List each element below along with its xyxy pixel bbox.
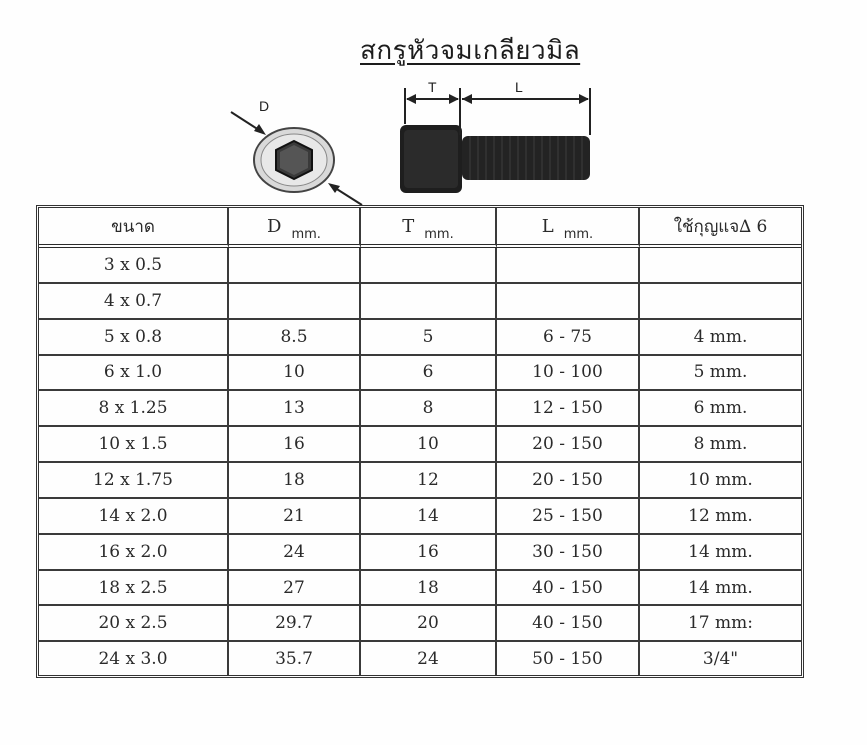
cell-l: 20 - 150 <box>497 427 640 463</box>
t-label: T <box>428 79 437 95</box>
cell-l: 25 - 150 <box>497 499 640 535</box>
cell-size: 5 x 0.8 <box>39 320 229 356</box>
cell-l: 6 - 75 <box>497 320 640 356</box>
table-row <box>39 391 801 427</box>
l-label: L <box>515 79 523 95</box>
header-size <box>39 208 229 248</box>
cell-wrench: 5 mm. <box>640 356 801 392</box>
cell-l: 20 - 150 <box>497 463 640 499</box>
table-row <box>39 642 801 675</box>
cell-l <box>497 284 640 320</box>
cell-d: 29.7 <box>229 606 361 642</box>
cell-t: 16 <box>361 535 497 571</box>
page-title: สกรูหัวจมเกลียวมิล <box>360 36 581 66</box>
cell-d: 24 <box>229 535 361 571</box>
header-wrench <box>640 208 801 248</box>
cell-t: 12 <box>361 463 497 499</box>
header-unit: mm. <box>424 226 454 242</box>
header-l <box>497 208 640 248</box>
cell-t: 24 <box>361 642 497 675</box>
table-row <box>39 463 801 499</box>
cell-t <box>361 284 497 320</box>
cell-l: 10 - 100 <box>497 356 640 392</box>
cell-l: 30 - 150 <box>497 535 640 571</box>
cell-size: 10 x 1.5 <box>39 427 229 463</box>
cell-d: 13 <box>229 391 361 427</box>
cell-size: 8 x 1.25 <box>39 391 229 427</box>
d-label: D <box>259 98 270 114</box>
header-label: T <box>402 215 415 237</box>
screw-diagram <box>0 0 867 210</box>
cell-size: 12 x 1.75 <box>39 463 229 499</box>
cell-d: 8.5 <box>229 320 361 356</box>
screw-spec-table <box>36 205 804 678</box>
table-row <box>39 320 801 356</box>
cell-wrench: 17 mm: <box>640 606 801 642</box>
cell-wrench: 12 mm. <box>640 499 801 535</box>
cell-d: 16 <box>229 427 361 463</box>
cell-l: 50 - 150 <box>497 642 640 675</box>
cell-size: 14 x 2.0 <box>39 499 229 535</box>
cell-wrench <box>640 248 801 284</box>
table-row <box>39 606 801 642</box>
cell-size: 20 x 2.5 <box>39 606 229 642</box>
cell-wrench: 10 mm. <box>640 463 801 499</box>
cell-l <box>497 248 640 284</box>
cell-wrench: 14 mm. <box>640 571 801 607</box>
header-label: ขนาด <box>111 216 155 237</box>
screw-head-top-view <box>254 128 334 192</box>
cell-wrench: 14 mm. <box>640 535 801 571</box>
cell-size: 4 x 0.7 <box>39 284 229 320</box>
cell-wrench: 8 mm. <box>640 427 801 463</box>
header-label: ใช้กุญแจ∆ 6 <box>673 216 768 237</box>
table-row <box>39 248 801 284</box>
header-label: D <box>267 215 282 237</box>
header-unit: mm. <box>563 226 594 242</box>
cell-d <box>229 248 361 284</box>
header-unit: mm. <box>291 226 321 242</box>
cell-size: 3 x 0.5 <box>39 248 229 284</box>
cell-t: 20 <box>361 606 497 642</box>
cell-size: 24 x 3.0 <box>39 642 229 675</box>
table-row <box>39 571 801 607</box>
table-row <box>39 499 801 535</box>
cell-d: 18 <box>229 463 361 499</box>
table-row <box>39 535 801 571</box>
table-row <box>39 284 801 320</box>
cell-d: 10 <box>229 356 361 392</box>
cell-wrench <box>640 284 801 320</box>
cell-d: 27 <box>229 571 361 607</box>
header-label: L <box>541 215 554 237</box>
table-header-row <box>39 208 801 248</box>
cell-wrench: 4 mm. <box>640 320 801 356</box>
cell-d: 21 <box>229 499 361 535</box>
cell-l: 40 - 150 <box>497 606 640 642</box>
table-row <box>39 356 801 392</box>
cell-t: 5 <box>361 320 497 356</box>
cell-t: 8 <box>361 391 497 427</box>
cell-wrench: 3/4" <box>702 648 739 669</box>
cell-t <box>361 248 497 284</box>
cell-t: 18 <box>361 571 497 607</box>
cell-wrench: 6 mm. <box>640 391 801 427</box>
header-d <box>229 208 361 248</box>
header-t <box>361 208 497 248</box>
cell-size: 16 x 2.0 <box>39 535 229 571</box>
screw-side-view <box>400 125 590 193</box>
cell-l: 40 - 150 <box>497 571 640 607</box>
cell-d: 35.7 <box>229 642 361 675</box>
cell-size: 6 x 1.0 <box>39 356 229 392</box>
cell-t: 10 <box>361 427 497 463</box>
cell-d <box>229 284 361 320</box>
cell-l: 12 - 150 <box>497 391 640 427</box>
cell-size: 18 x 2.5 <box>39 571 229 607</box>
cell-t: 14 <box>361 499 497 535</box>
table-row <box>39 427 801 463</box>
cell-t: 6 <box>361 356 497 392</box>
